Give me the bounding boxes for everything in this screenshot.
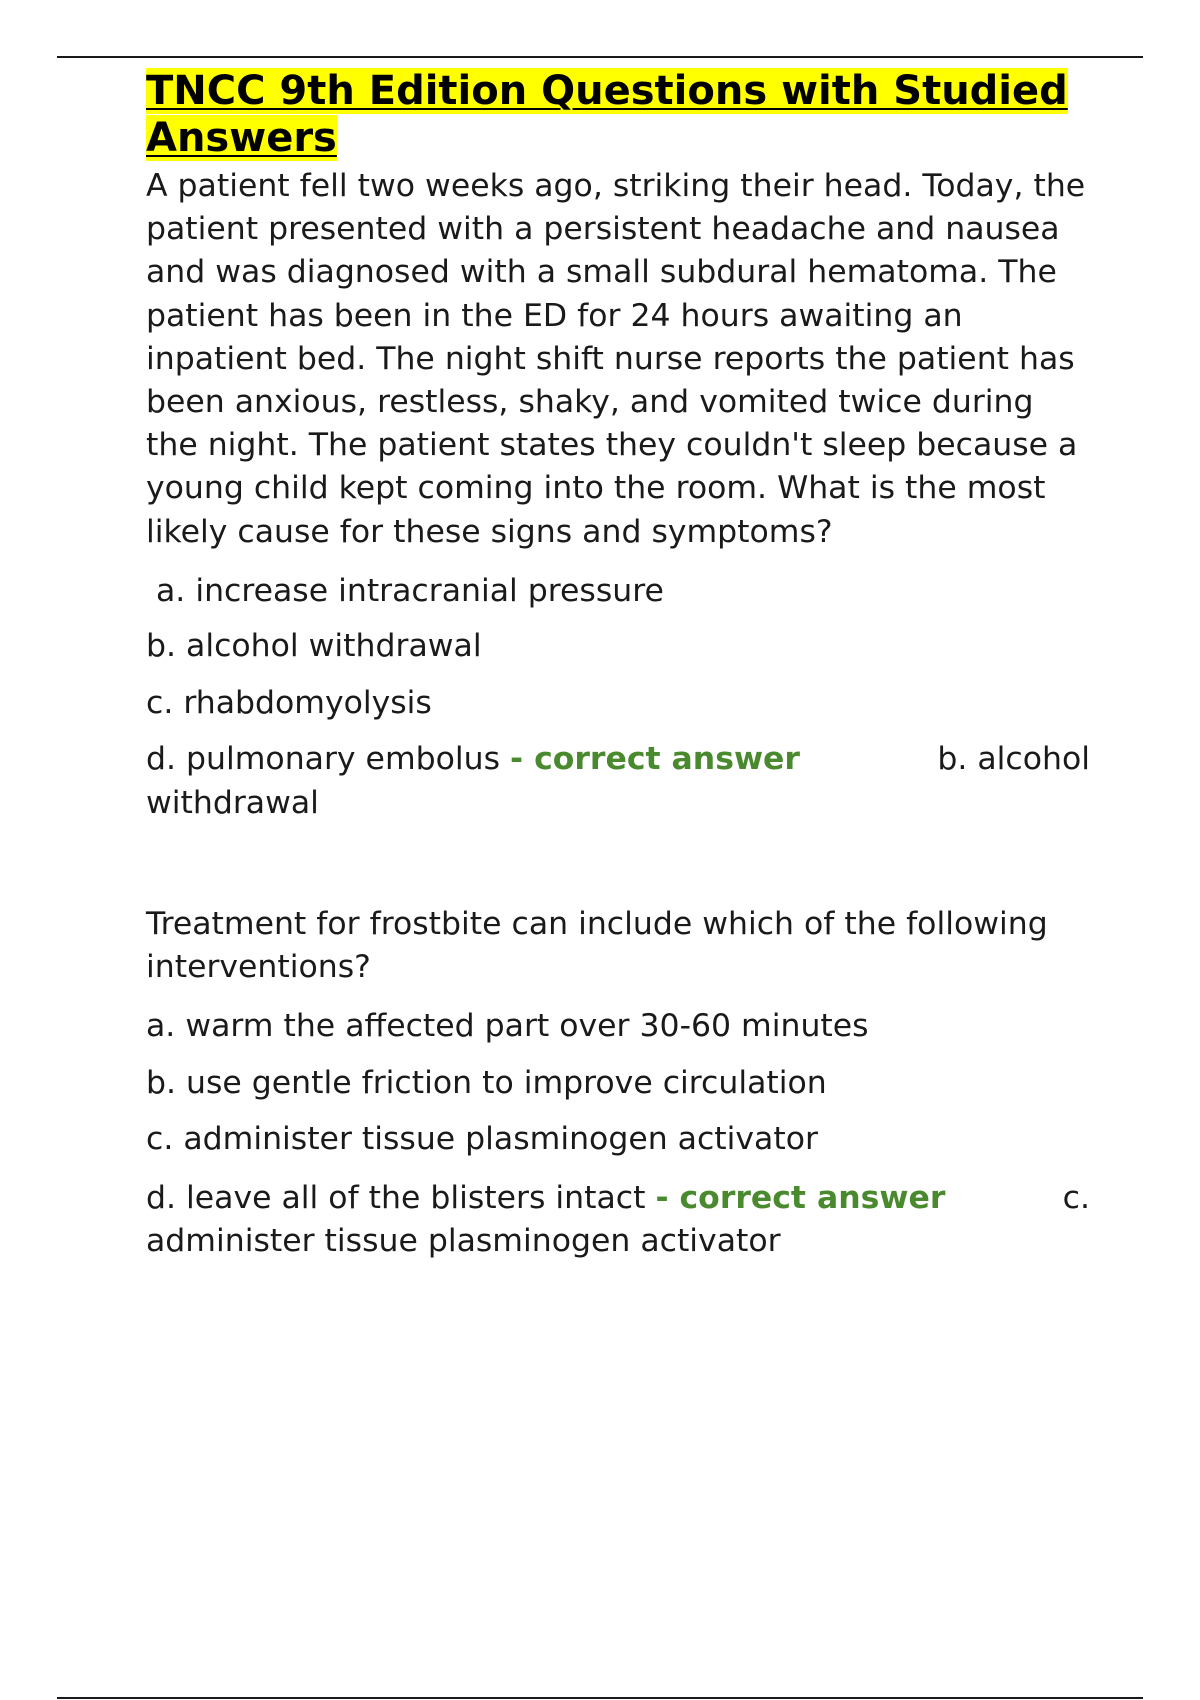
option-d-with-answer [146,738,1090,824]
option-b: b. use gentle friction to improve circulation [146,1065,827,1102]
option-d-with-answer [146,1177,1090,1263]
option-a: a. increase intracranial pressure [156,572,664,609]
answer-text-rest: administer tissue plasminogen activator [146,1223,781,1260]
option-a: a. warm the affected part over 30-60 minutes [146,1008,869,1045]
answer-text-start: b. alcohol [937,741,1090,778]
option-c: c. administer tissue plasminogen activator [146,1120,818,1157]
title-highlight: TNCC 9th Edition Questions with Studied Answers [146,68,1068,161]
option-c: c. rhabdomyolysis [146,685,432,722]
question-block-2 [146,903,1090,1263]
option-d: d. pulmonary embolus [146,741,501,778]
question-text: A patient fell two weeks ago, striking their head. Today, the patient presented with a persistent headache and nausea and was diagnosed with a small subdural hematoma. The patient has been in the ED for 24 hours awaiting an inpatient bed. The night shift nurse reports the patient has been anxious, restless, shaky, and vomited twice during the night. The patient states they couldn't sleep because a young child kept coming into the room. What is the most likely cause for these signs and symptoms? [146,168,1086,550]
document-body [146,68,1090,1263]
answer-text-start: c. [1062,1179,1090,1216]
bottom-rule [57,1697,1143,1699]
question-block-1 [146,165,1090,825]
question-text: Treatment for frostbite can include which of the following interventions? [146,905,1048,986]
correct-answer-label: - correct answer [655,1179,946,1216]
correct-answer-label: - correct answer [510,741,800,778]
option-d: d. leave all of the blisters intact [146,1179,646,1216]
option-b: b. alcohol withdrawal [146,628,482,665]
top-rule [57,56,1143,58]
document-title [146,68,1090,162]
answer-text-rest: withdrawal [146,784,319,821]
